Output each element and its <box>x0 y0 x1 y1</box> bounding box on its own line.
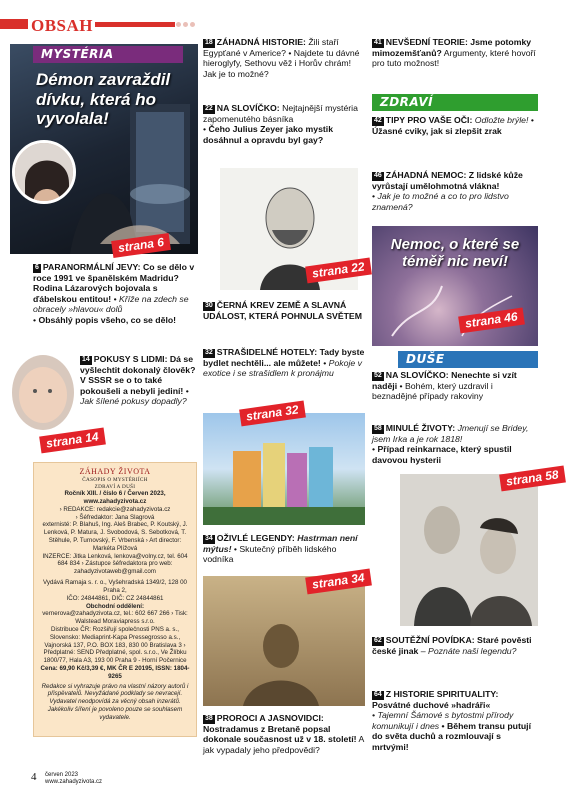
strana-label: strana 46 <box>458 308 524 333</box>
imprint-vydava: Vydává Ramaja s. r. o., Vyšehradská 1349/2, 128 00 Praha 2, <box>43 579 187 594</box>
section-tag-mysteria: MYSTÉRIA <box>33 46 183 63</box>
article-headline: ČERNÁ KREV ZEMĚ A SLAVNÁ UDÁLOST, KTERÁ POHNULA SVĚTEM <box>203 300 362 321</box>
article-bullet: Obsáhlý popis všeho, co se dělo! <box>38 315 177 326</box>
article-52[interactable] <box>372 370 538 402</box>
imprint-ico: IČO: 24844861, DIČ: CZ 24844861 <box>66 594 164 602</box>
imprint-cena: Cena: 69,90 Kč/3,39 €, MK ČR E 20195, ISSN: 1804-9265 <box>40 665 190 680</box>
section-tag-duse: DUŠE <box>398 351 538 368</box>
page-number-badge: 22 <box>205 105 213 112</box>
article-italic: – Poznáte naši legendu? <box>420 645 517 656</box>
page-title: OBSAH <box>31 16 94 35</box>
article-42[interactable]: 42 TIPY PRO VAŠE OČI: Odložte brýle! • Úžasné cviky, jak si zlepšit zrak <box>372 115 534 136</box>
page-header <box>0 0 200 36</box>
cover-headline: Démon zavraždil dívku, která ho vyvolala! <box>36 70 171 129</box>
article-64[interactable] <box>372 689 538 753</box>
page-number-badge: 62 <box>374 637 382 644</box>
article-41[interactable] <box>372 37 538 69</box>
article-46[interactable]: 46 ZÁHADNÁ NEMOC: Z lidské kůže vyrůstají umělohmotná vlákna! • Jak je to možné a co to pro lidstvo znamená? <box>372 170 523 212</box>
disease-banner: Nemoc, o které se téměř nic neví! <box>390 236 520 271</box>
article-22[interactable]: 22 NA SLOVÍČKO: Nejtajnější mystéria zapomenutého básníka • Čeho Julius Zeyer jako mystik dosáhnul a opravdu byl gay? <box>203 103 358 145</box>
strana-label: strana 32 <box>239 401 305 426</box>
article-30[interactable] <box>203 300 365 321</box>
article-headline: TIPY PRO VAŠE OČI: <box>385 115 473 125</box>
article-38[interactable] <box>203 713 365 755</box>
article-headline: POKUSY S LIDMI: Dá se vyšlechtit dokonalý člověk? V SSSR se o to také pokoušeli a nebyli jediní! <box>80 354 196 396</box>
article-text: • Bohém, který uzdravil i beznadějné případy rakoviny <box>372 380 493 402</box>
hastrman-photo <box>203 576 365 706</box>
article-18[interactable] <box>203 37 365 79</box>
strana-label: strana 58 <box>499 466 565 491</box>
imprint-web[interactable]: www.zahadyzivota.cz <box>83 497 147 505</box>
article-italic: Odložte brýle! <box>474 115 529 125</box>
article-headline: ZÁHADNÁ HISTORIE: <box>216 37 306 47</box>
page-number-badge: 42 <box>374 117 382 124</box>
article-34[interactable] <box>203 533 365 565</box>
imprint-redakce: › REDAKCE: redakcie@zahadyzivota.cz <box>59 505 171 513</box>
imprint-subtitle: ZDRAVÍ A DUŠI <box>94 483 136 490</box>
article-headline: NA SLOVÍČKO: <box>216 103 280 113</box>
article-italic: Hastrman není mýtus! <box>203 533 358 554</box>
article-62[interactable] <box>372 635 538 656</box>
imprint-obchodni: Obchodní oddělení: <box>85 602 145 610</box>
page-number-badge: 6 <box>35 264 39 271</box>
header-bar <box>0 19 28 29</box>
imprint-sefredaktor: › Šéfredaktor: Jana Slagrová <box>75 513 155 521</box>
article-bullet: Úžasné cviky, jak si zlepšit zrak <box>372 125 502 136</box>
imprint-title: ZÁHADY ŽIVOTA <box>79 467 151 476</box>
article-text: Nejtajnější mystéria zapomenutého básníka <box>203 103 358 124</box>
header-rule <box>95 22 175 27</box>
page-number-badge: 14 <box>82 356 90 363</box>
article-headline: SOUTĚŽNÍ POVÍDKA: Staré pověsti české jinak <box>372 635 532 656</box>
couple-photo <box>400 474 538 626</box>
article-text: • Skutečný příběh lidského vodníka <box>203 543 337 565</box>
imprint-issue: Ročník XIII. / číslo 6 / Červen 2023, <box>64 490 166 498</box>
page-number-badge: 34 <box>205 535 213 542</box>
header-dot <box>190 22 195 27</box>
page-number: 4 <box>31 771 37 783</box>
article-headline: PROROCI A JASNOVIDCI: Nostradamus z Bretaně popsal dokonale současnost už v 18. století! <box>203 713 357 745</box>
strana-label: strana 6 <box>111 233 171 258</box>
article-6[interactable]: 6 PARANORMÁLNÍ JEVY: Co se dělo v roce 1991 ve španělském Madridu? Rodina Lázarových bojovala s ďábelskou entitou! • Kříže na zdech se obracely »hlavou« dolů • Obsáhlý popis všeho, co se dělo! <box>33 262 195 326</box>
article-text: Argumenty, které hovoří pro tuto možnost! <box>372 47 536 69</box>
strana-label: strana 22 <box>305 258 371 283</box>
article-italic: Jmenují se Bridey, jsem Irka a je rok 1818! <box>372 423 529 444</box>
article-bullet: • Během transu putují do světa duchů a rozmlouvají s mrtvými! <box>372 720 531 753</box>
hotel-photo <box>203 413 365 525</box>
article-headline: ZÁHADNÁ NEMOC: Z lidské kůže vyrůstají umělohmotná vlákna! <box>372 170 523 191</box>
header-dot <box>183 22 188 27</box>
article-text: A jak vypadaly jeho předpovědi? <box>203 734 364 755</box>
baby-photo <box>12 355 74 430</box>
imprint-distribuce: Distribuce ČR: Rozšiřují společnosti PNS a. s., <box>51 625 179 633</box>
article-italic: Pokoje v exotice i se strašidlem k pronájmu <box>203 357 362 379</box>
article-headline: NA SLOVÍČKO: Nenechte si vzít naději <box>372 370 517 391</box>
page-number-badge: 18 <box>205 39 213 46</box>
page-number-badge: 41 <box>374 39 382 46</box>
article-italic: Jak šílené pokusy dopadly? <box>80 396 187 407</box>
article-text: Žili staří Egypťané v Americe? • Najdete tu dávné hieroglyfy, Sethovu věž i Horův chrám! Jak je to možné? <box>203 37 360 79</box>
article-headline: OŽIVLÉ LEGENDY: <box>216 533 295 543</box>
header-dot <box>176 22 181 27</box>
article-headline: STRAŠIDELNÉ HOTELY: Tady byste bydlet nechtěli... ale můžete! <box>203 347 365 368</box>
article-headline: PARANORMÁLNÍ JEVY: Co se dělo v roce 1991 ve španělském Madridu? Rodina Lázarových bojovala s ďábelskou entitou! <box>33 262 195 304</box>
article-bullet: Případ reinkarnace, který spustil davovou hysterii <box>372 444 512 465</box>
page-number-badge: 58 <box>374 425 382 432</box>
page-number-badge: 32 <box>205 349 213 356</box>
imprint-box <box>33 462 197 737</box>
article-headline: NEVŠEDNÍ TEORIE: Jsme potomky mimozemšťanů? <box>372 37 532 58</box>
article-32[interactable]: 32 STRAŠIDELNÉ HOTELY: Tady byste bydlet nechtěli... ale můžete! • Pokoje v exotice i se strašidlem k pronájmu <box>203 347 365 379</box>
article-italic: Jak je to možné a co to pro lidstvo znamená? <box>372 191 509 212</box>
page-number-badge: 52 <box>374 372 382 379</box>
strana-label: strana 34 <box>305 569 371 594</box>
footer-meta <box>45 772 102 786</box>
imprint-note: Redakce si vyhrazuje právo na vlastní názory autorů i přispěvatelů. Nevyžádané podklady se nevracejí. Vydavatel neodpovídá za věcný obsah inzerátů. Jakékoliv šíření je povoleno pouze se souhlasem vydavatele. <box>41 682 189 721</box>
article-headline: Z HISTORIE SPIRITUALITY: Posvátné duchové »hadráři« <box>372 689 499 710</box>
article-58[interactable]: 58 MINULÉ ŽIVOTY: Jmenují se Bridey, jsem Irka a je rok 1818! • Případ reinkarnace, který spustil davovou hysterii <box>372 423 529 465</box>
section-tag-zdravi: ZDRAVÍ <box>372 94 538 111</box>
page-number-badge: 38 <box>205 715 213 722</box>
article-italic: Kříže na zdech se obracely »hlavou« dolů <box>33 293 189 315</box>
page-number-badge: 46 <box>374 172 382 179</box>
footer-month: červen 2023 <box>45 772 79 778</box>
imprint-slovensko: Slovensko: Mediaprint-Kapa Pressegrosso a.s., Vajnorská 137, P.O. BOX 183, 830 00 Bratislava 3 › Předplatné: SEND Předplatné, spol. s.r.o., Ve Žlíbku 1800/77, Hala A3, 193 00 Praha 9 - Horní Počernice <box>43 633 187 665</box>
imprint-obchodni-text: vernerova@zahadyzivota.cz, tel.: 602 667 266 › Tisk: Walstead Moraviapress s.r.o. <box>42 610 188 626</box>
article-14[interactable]: 14 POKUSY S LIDMI: Dá se vyšlechtit dokonalý člověk? V SSSR se o to také pokoušeli a nebyli jediní! • Jak šílené pokusy dopadly? <box>80 354 196 407</box>
page-number-badge: 30 <box>205 302 213 309</box>
article-italic: • Tajemní Šámové s bytostmi přírody komunikují i dnes <box>372 710 514 731</box>
girl-portrait <box>12 140 76 204</box>
imprint-subtitle: ČASOPIS O MYSTÉRIÍCH <box>82 477 148 484</box>
page-number-badge: 64 <box>374 691 382 698</box>
imprint-inzerce: INZERCE: Jitka Lenková, lenkova@volny.cz, tel. 604 684 834 › Zástupce šéfredaktora pro web: zahadyzivotaweb@gmail.com <box>42 552 188 576</box>
article-bullet: Čeho Julius Zeyer jako mystik dosáhnul a opravdu byl gay? <box>203 124 334 145</box>
strana-label: strana 14 <box>39 428 105 453</box>
footer-web[interactable]: www.zahadyzivota.cz <box>45 778 103 785</box>
article-headline: MINULÉ ŽIVOTY: <box>385 423 456 433</box>
imprint-externiste: externisté: P. Blahuš, Ing. Aleš Brabec, P. Koutský, J. Lenková, P. Matura, J. Svobodová, S. Sebotková, T. Stěhule, P. Turnovský, F. Vrbenská › Art director: Markéta Plížová <box>42 521 188 552</box>
